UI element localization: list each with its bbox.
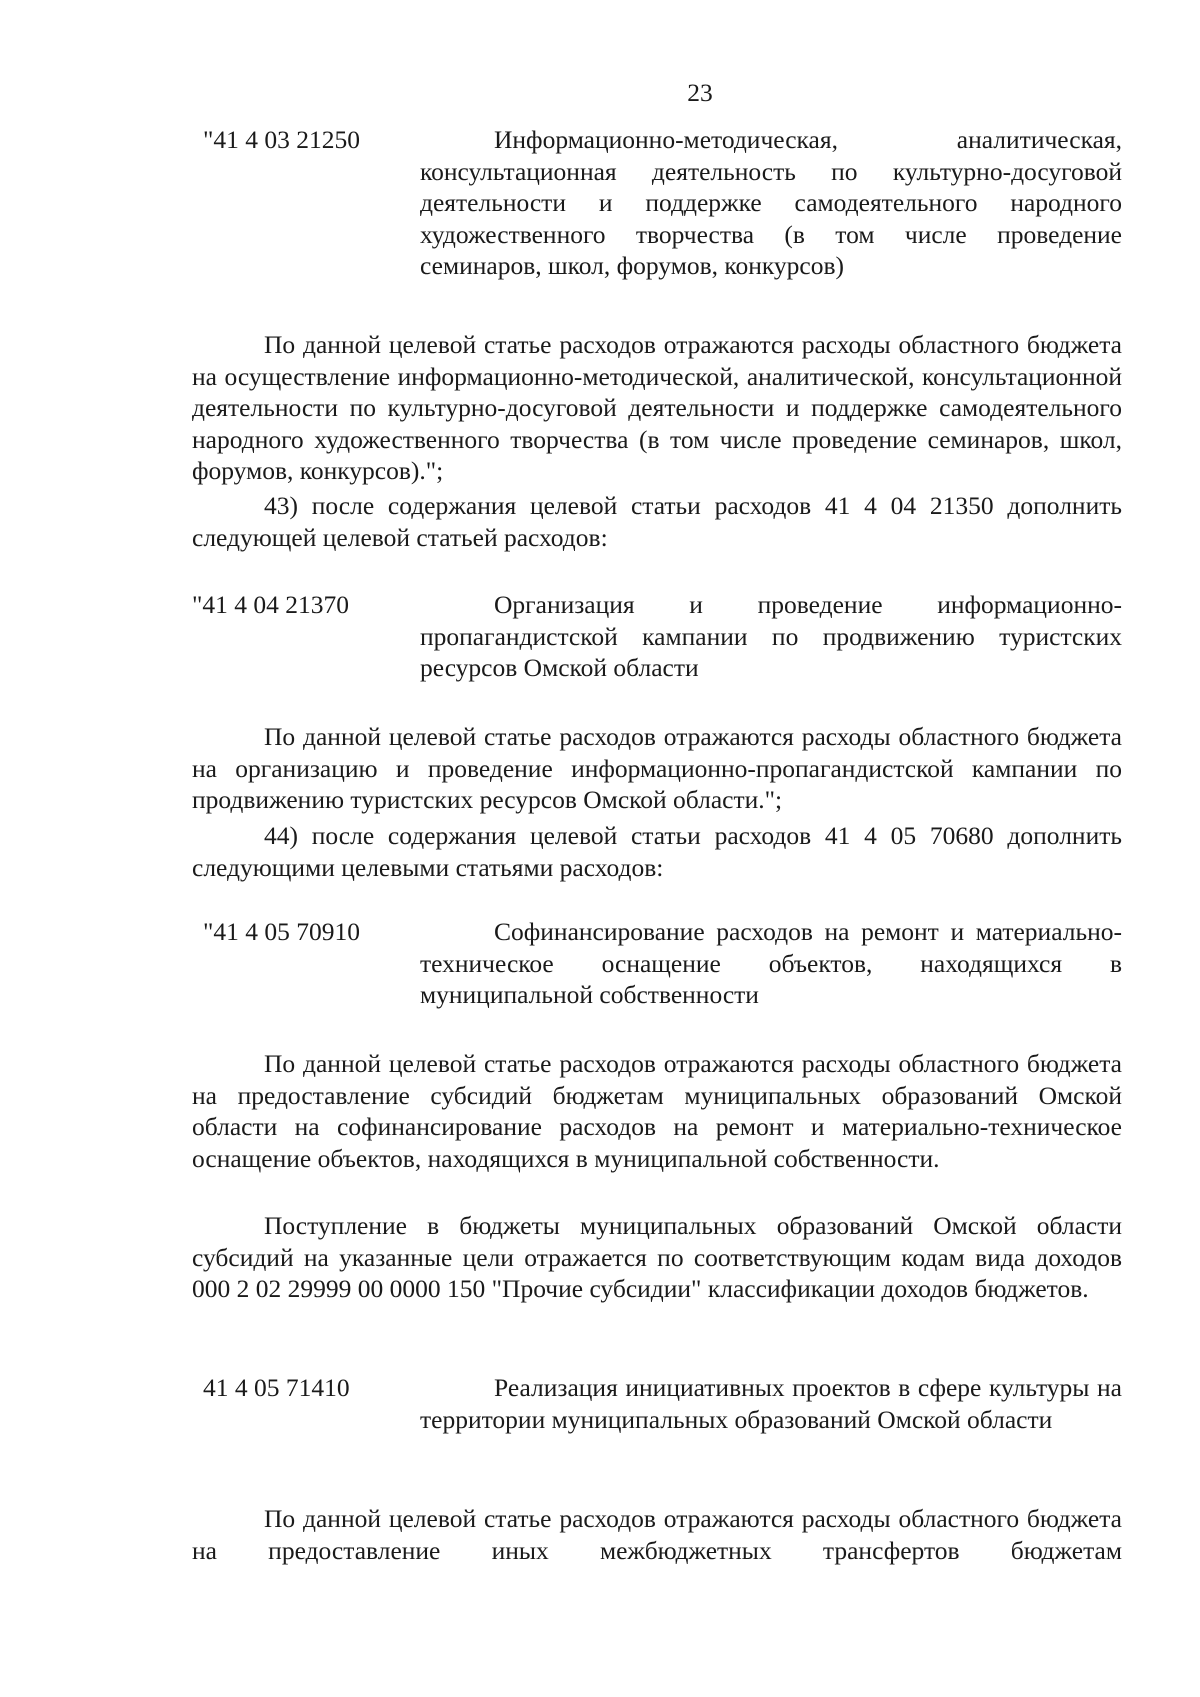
budget-item-title: Софинансирование расходов на ремонт и материально-техническое оснащение объектов, находящихся в муниципальной собственности — [420, 917, 1122, 1009]
budget-item-code: 41 4 05 71410 — [203, 1373, 350, 1402]
budget-item-code: "41 4 04 21370 — [192, 590, 350, 619]
body-paragraph: Поступление в бюджеты муниципальных образований Омской области субсидий на указанные цели отражается по соответствующим кодам вида доходов 000 2 02 29999 00 0000 150 "Прочие субсидии" классификации доходов бюджетов. — [192, 1211, 1122, 1303]
body-paragraph: По данной целевой статье расходов отражаются расходы областного бюджета на организацию и проведение информационно-пропагандистской кампании по продвижению туристских ресурсов Омской области."; — [192, 722, 1122, 814]
budget-item-title: Реализация инициативных проектов в сфере культуры на территории муниципальных образований Омской области — [420, 1373, 1122, 1434]
body-paragraph: По данной целевой статье расходов отражаются расходы областного бюджета на предоставление иных межбюджетных трансфертов бюджетам — [192, 1504, 1122, 1565]
page-number: 23 — [687, 78, 713, 107]
body-paragraph: По данной целевой статье расходов отражаются расходы областного бюджета на предоставление субсидий бюджетам муниципальных образований Омской области на софинансирование расходов на ремонт и материально-техническое оснащение объектов, находящихся в муниципальной собственности. — [192, 1049, 1122, 1173]
budget-item-code: "41 4 03 21250 — [203, 125, 361, 154]
budget-item-title: Информационно-методическая, аналитическая, консультационная деятельность по культурно-досуговой деятельности и поддержке самодеятельного народного художественного творчества (в том числе проведение семинаров, школ, форумов, конкурсов) — [420, 125, 1122, 280]
budget-item-code: "41 4 05 70910 — [203, 917, 361, 946]
budget-item-title: Организация и проведение информационно-пропагандистской кампании по продвижению туристских ресурсов Омской области — [420, 590, 1122, 682]
body-paragraph: 43) после содержания целевой статьи расходов 41 4 04 21350 дополнить следующей целевой статьей расходов: — [192, 491, 1122, 552]
body-paragraph: По данной целевой статье расходов отражаются расходы областного бюджета на осуществление информационно-методической, аналитической, консультационной деятельности по культурно-досуговой деятельности и поддержке самодеятельного народного художественного творчества (в том числе проведение семинаров, школ, форумов, конкурсов)."; — [192, 330, 1122, 485]
body-paragraph: 44) после содержания целевой статьи расходов 41 4 05 70680 дополнить следующими целевыми статьями расходов: — [192, 821, 1122, 882]
